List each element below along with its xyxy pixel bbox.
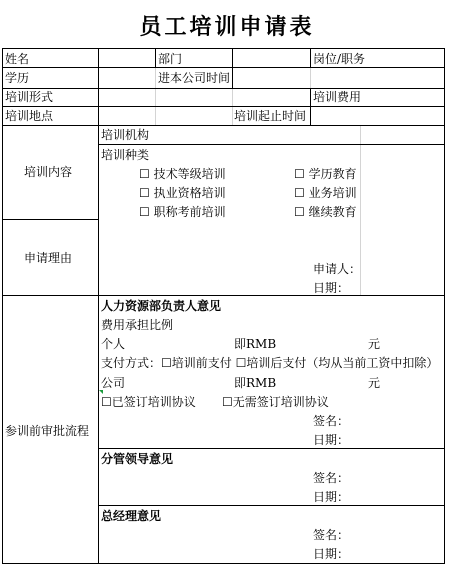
label-applicant-date: 日期： <box>313 281 350 295</box>
label-training-form: 培训形式 <box>5 90 54 104</box>
label-training-place: 培训地点 <box>5 109 54 123</box>
label-approval-process: 参训前审批流程 <box>5 424 90 438</box>
checkbox-professional-qualification[interactable]: ☐ 执业资格培训 <box>139 186 226 200</box>
label-personal-yuan: 元 <box>368 337 381 351</box>
label-training-fee: 培训费用 <box>313 90 362 104</box>
checkbox-agreement-not-needed[interactable]: ☐无需签订培训协议 <box>222 395 329 409</box>
checkbox-continuing-education[interactable]: ☐ 继续教育 <box>294 205 357 219</box>
label-training-period: 培训起止时间 <box>234 109 307 123</box>
checkbox-business-training[interactable]: ☐ 业务培训 <box>294 186 357 200</box>
label-training-types: 培训种类 <box>101 148 150 162</box>
cell-error-indicator <box>99 390 103 394</box>
label-personal-rmb: 即RMB <box>234 337 277 351</box>
label-education: 学历 <box>5 71 30 85</box>
label-name: 姓名 <box>5 52 30 66</box>
label-join-date: 进本公司时间 <box>158 71 231 85</box>
label-hr-date: 日期： <box>313 433 350 447</box>
label-position: 岗位/职务 <box>313 52 366 66</box>
checkbox-title-exam[interactable]: ☐ 职称考前培训 <box>139 205 226 219</box>
label-application-reason: 申请理由 <box>24 251 73 265</box>
label-company-rmb: 即RMB <box>234 376 277 390</box>
label-gm-sign: 签名： <box>313 528 350 542</box>
label-gm-opinion: 总经理意见 <box>101 509 162 523</box>
form-title: 员工培训申请表 <box>139 14 315 40</box>
label-company-yuan: 元 <box>368 376 381 390</box>
checkbox-agreement-signed[interactable]: ☐已签订培训协议 <box>101 395 196 409</box>
label-department: 部门 <box>158 52 183 66</box>
label-gm-date: 日期： <box>313 547 350 561</box>
label-training-org: 培训机构 <box>101 128 150 142</box>
label-cost-ratio: 费用承担比例 <box>101 318 174 332</box>
label-company: 公司 <box>101 376 126 390</box>
label-hr-opinion: 人力资源部负责人意见 <box>101 299 222 313</box>
checkbox-technical-grade[interactable]: ☐ 技术等级培训 <box>139 167 226 181</box>
label-hr-sign: 签名： <box>313 414 350 428</box>
label-personal: 个人 <box>101 337 126 351</box>
checkbox-academic-education[interactable]: ☐ 学历教育 <box>294 167 357 181</box>
label-vp-date: 日期： <box>313 490 350 504</box>
label-payment-method[interactable]: 支付方式：☐培训前支付 ☐培训后支付（均从当前工资中扣除） <box>101 356 439 370</box>
label-applicant: 申请人： <box>313 262 362 276</box>
label-training-content: 培训内容 <box>24 165 73 179</box>
label-vp-opinion: 分管领导意见 <box>101 452 174 466</box>
label-vp-sign: 签名： <box>313 471 350 485</box>
